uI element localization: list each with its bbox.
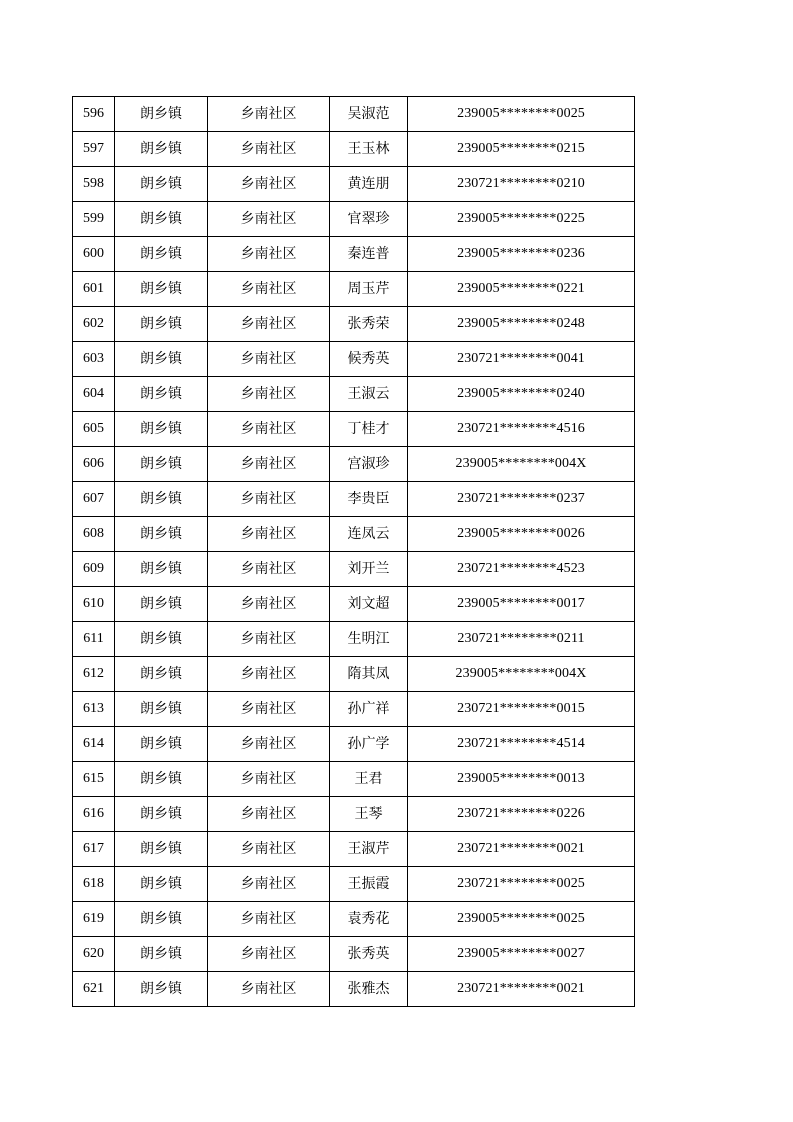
person-name-cell: 生明江 [330,622,408,657]
row-number-cell: 610 [73,587,115,622]
person-name-cell: 王淑芹 [330,832,408,867]
row-number-cell: 606 [73,447,115,482]
town-cell: 朗乡镇 [115,937,208,972]
id-number-cell: 239005********0025 [408,97,635,132]
town-cell: 朗乡镇 [115,377,208,412]
town-cell: 朗乡镇 [115,657,208,692]
person-name-cell: 刘文超 [330,587,408,622]
row-number-cell: 602 [73,307,115,342]
community-cell: 乡南社区 [208,797,330,832]
person-name-cell: 丁桂才 [330,412,408,447]
id-number-cell: 230721********0210 [408,167,635,202]
id-number-cell: 230721********0021 [408,832,635,867]
id-number-cell: 239005********0017 [408,587,635,622]
id-number-cell: 230721********0021 [408,972,635,1007]
person-name-cell: 吴淑范 [330,97,408,132]
row-number-cell: 614 [73,727,115,762]
row-number-cell: 597 [73,132,115,167]
community-cell: 乡南社区 [208,552,330,587]
table-row [73,307,635,342]
town-cell: 朗乡镇 [115,447,208,482]
id-number-cell: 239005********0225 [408,202,635,237]
town-cell: 朗乡镇 [115,307,208,342]
person-name-cell: 王振霞 [330,867,408,902]
person-name-cell: 刘开兰 [330,552,408,587]
person-name-cell: 孙广祥 [330,692,408,727]
row-number-cell: 615 [73,762,115,797]
community-cell: 乡南社区 [208,307,330,342]
row-number-cell: 607 [73,482,115,517]
person-name-cell: 张雅杰 [330,972,408,1007]
town-cell: 朗乡镇 [115,202,208,237]
person-name-cell: 宫淑珍 [330,447,408,482]
row-number-cell: 618 [73,867,115,902]
id-number-cell: 230721********0015 [408,692,635,727]
town-cell: 朗乡镇 [115,622,208,657]
person-name-cell: 连凤云 [330,517,408,552]
id-number-cell: 230721********0237 [408,482,635,517]
town-cell: 朗乡镇 [115,97,208,132]
row-number-cell: 620 [73,937,115,972]
community-cell: 乡南社区 [208,97,330,132]
town-cell: 朗乡镇 [115,482,208,517]
person-name-cell: 袁秀花 [330,902,408,937]
person-name-cell: 张秀英 [330,937,408,972]
row-number-cell: 608 [73,517,115,552]
community-cell: 乡南社区 [208,832,330,867]
town-cell: 朗乡镇 [115,272,208,307]
id-number-cell: 239005********0025 [408,902,635,937]
id-number-cell: 239005********0248 [408,307,635,342]
row-number-cell: 609 [73,552,115,587]
town-cell: 朗乡镇 [115,797,208,832]
town-cell: 朗乡镇 [115,412,208,447]
town-cell: 朗乡镇 [115,762,208,797]
id-number-cell: 239005********0026 [408,517,635,552]
row-number-cell: 605 [73,412,115,447]
community-cell: 乡南社区 [208,727,330,762]
table-row [73,237,635,272]
town-cell: 朗乡镇 [115,902,208,937]
id-number-cell: 230721********4523 [408,552,635,587]
table-row [73,797,635,832]
row-number-cell: 611 [73,622,115,657]
table-row [73,727,635,762]
table-row [73,412,635,447]
id-number-cell: 230721********0041 [408,342,635,377]
person-name-cell: 王琴 [330,797,408,832]
community-cell: 乡南社区 [208,377,330,412]
row-number-cell: 596 [73,97,115,132]
town-cell: 朗乡镇 [115,727,208,762]
community-cell: 乡南社区 [208,937,330,972]
person-name-cell: 张秀荣 [330,307,408,342]
person-name-cell: 黄连朋 [330,167,408,202]
row-number-cell: 598 [73,167,115,202]
id-number-cell: 239005********0013 [408,762,635,797]
id-number-cell: 239005********0215 [408,132,635,167]
table-row [73,482,635,517]
community-cell: 乡南社区 [208,517,330,552]
table-row [73,167,635,202]
id-number-cell: 230721********0226 [408,797,635,832]
table-row [73,902,635,937]
person-name-cell: 官翠珍 [330,202,408,237]
table-row [73,762,635,797]
row-number-cell: 613 [73,692,115,727]
town-cell: 朗乡镇 [115,867,208,902]
id-number-cell: 230721********4514 [408,727,635,762]
town-cell: 朗乡镇 [115,972,208,1007]
community-cell: 乡南社区 [208,132,330,167]
community-cell: 乡南社区 [208,657,330,692]
community-cell: 乡南社区 [208,482,330,517]
table-row [73,972,635,1007]
person-name-cell: 候秀英 [330,342,408,377]
community-cell: 乡南社区 [208,867,330,902]
id-number-cell: 239005********0027 [408,937,635,972]
row-number-cell: 619 [73,902,115,937]
table-row [73,97,635,132]
person-name-cell: 周玉芹 [330,272,408,307]
table-row [73,937,635,972]
table-row [73,447,635,482]
town-cell: 朗乡镇 [115,832,208,867]
person-name-cell: 王玉林 [330,132,408,167]
id-number-cell: 239005********004X [408,657,635,692]
id-number-cell: 239005********004X [408,447,635,482]
community-cell: 乡南社区 [208,692,330,727]
id-number-cell: 239005********0221 [408,272,635,307]
table-row [73,692,635,727]
person-name-cell: 李贵臣 [330,482,408,517]
community-cell: 乡南社区 [208,202,330,237]
community-cell: 乡南社区 [208,762,330,797]
town-cell: 朗乡镇 [115,587,208,622]
community-cell: 乡南社区 [208,272,330,307]
town-cell: 朗乡镇 [115,132,208,167]
community-cell: 乡南社区 [208,902,330,937]
table-row [73,377,635,412]
table-row [73,202,635,237]
town-cell: 朗乡镇 [115,342,208,377]
row-number-cell: 599 [73,202,115,237]
row-number-cell: 603 [73,342,115,377]
roster-table [72,96,635,1007]
row-number-cell: 621 [73,972,115,1007]
community-cell: 乡南社区 [208,342,330,377]
town-cell: 朗乡镇 [115,692,208,727]
table-row [73,587,635,622]
person-name-cell: 王淑云 [330,377,408,412]
id-number-cell: 239005********0236 [408,237,635,272]
id-number-cell: 230721********0025 [408,867,635,902]
id-number-cell: 230721********0211 [408,622,635,657]
community-cell: 乡南社区 [208,622,330,657]
community-cell: 乡南社区 [208,587,330,622]
community-cell: 乡南社区 [208,237,330,272]
table-row [73,132,635,167]
table-row [73,657,635,692]
row-number-cell: 601 [73,272,115,307]
table-row [73,272,635,307]
row-number-cell: 604 [73,377,115,412]
person-name-cell: 秦连普 [330,237,408,272]
table-row [73,832,635,867]
table-row [73,552,635,587]
person-name-cell: 隋其凤 [330,657,408,692]
town-cell: 朗乡镇 [115,552,208,587]
person-name-cell: 王君 [330,762,408,797]
id-number-cell: 239005********0240 [408,377,635,412]
community-cell: 乡南社区 [208,447,330,482]
community-cell: 乡南社区 [208,167,330,202]
person-name-cell: 孙广学 [330,727,408,762]
roster-table-body [73,97,635,1007]
table-row [73,622,635,657]
table-row [73,342,635,377]
town-cell: 朗乡镇 [115,167,208,202]
community-cell: 乡南社区 [208,412,330,447]
row-number-cell: 600 [73,237,115,272]
town-cell: 朗乡镇 [115,517,208,552]
table-row [73,517,635,552]
community-cell: 乡南社区 [208,972,330,1007]
table-row [73,867,635,902]
town-cell: 朗乡镇 [115,237,208,272]
row-number-cell: 612 [73,657,115,692]
id-number-cell: 230721********4516 [408,412,635,447]
row-number-cell: 617 [73,832,115,867]
row-number-cell: 616 [73,797,115,832]
